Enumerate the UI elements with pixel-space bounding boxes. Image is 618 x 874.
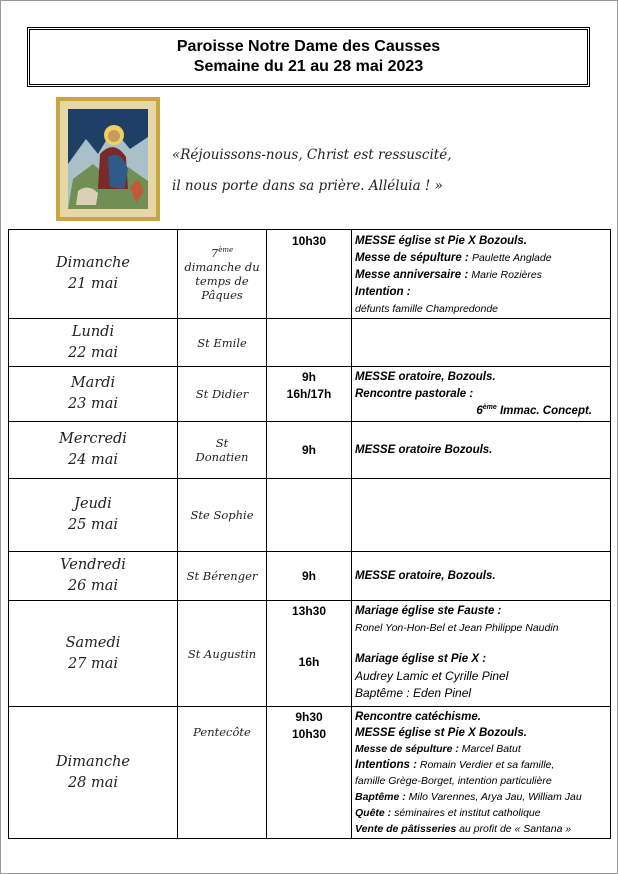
parish-title: Paroisse Notre Dame des Causses (176, 38, 441, 55)
day-name: Dimanche (55, 753, 131, 770)
time-value: 10h30 (291, 727, 327, 741)
event-detail: défunts famille Champredonde (355, 303, 499, 315)
saint-cell (178, 230, 267, 319)
day-name: Lundi (71, 323, 115, 340)
day-cell (9, 601, 178, 707)
event-cell (352, 367, 611, 422)
day-date: 23 mai (67, 396, 119, 412)
event-cell (352, 479, 611, 552)
time-cell (267, 319, 352, 367)
event-detail: au profit de « Santana » (456, 823, 572, 835)
event-mass: MESSE oratoire, Bozouls. (355, 569, 496, 582)
event-cell (352, 422, 611, 479)
event-detail: Marie Rozières (471, 269, 542, 281)
event-wedding: Mariage église st Pie X : (355, 653, 487, 665)
event-meeting: Rencontre pastorale : (355, 388, 474, 400)
day-name: Mercredi (59, 431, 127, 447)
day-date: 24 mai (67, 452, 119, 468)
schedule-row (9, 601, 611, 707)
event-detail: séminaires et institut catholique (391, 807, 541, 819)
event-label: Intentions : (355, 759, 417, 771)
weekly-schedule-table (8, 229, 611, 839)
event-detail: Baptême : Eden Pinel (355, 686, 472, 700)
time-cell (267, 707, 352, 839)
time-cell: 9h (267, 552, 352, 601)
time-cell (267, 479, 352, 552)
day-name: Dimanche (55, 255, 131, 271)
time-value: 10h30 (291, 234, 327, 248)
event-mass: MESSE église st Pie X Bozouls. (355, 235, 527, 247)
event-detail: Romain Verdier et sa famille, (416, 759, 555, 771)
time-value: 9h (301, 370, 316, 384)
event-label: Messe de sépulture : (355, 743, 459, 755)
day-name: Mardi (70, 375, 116, 391)
time-cell: 9h (267, 422, 352, 479)
saint-name: St Donatien (195, 436, 249, 464)
icon-painting (68, 109, 148, 209)
event-label: Intention : (355, 286, 411, 298)
day-cell (9, 422, 178, 479)
event-detail: Ronel Yon-Hon-Bel et Jean Philippe Naudin (355, 622, 559, 634)
schedule-row (9, 319, 611, 367)
event-cell (352, 552, 611, 601)
event-mass: MESSE église st Pie X Bozouls. (355, 727, 527, 739)
schedule-row (9, 422, 611, 479)
day-date: 25 mai (67, 517, 119, 533)
time-cell (267, 230, 352, 319)
time-cell (267, 601, 352, 707)
saint-name: Pentecôte (193, 725, 251, 739)
saint-cell: St Bérenger (178, 552, 267, 601)
event-cell (352, 319, 611, 367)
time-value: 16h/17h (286, 387, 332, 401)
day-date: 27 mai (67, 655, 119, 672)
event-label: Messe de sépulture : (355, 252, 469, 264)
day-date: 28 mai (67, 774, 119, 791)
event-detail: Milo Varennes, Arya Jau, William Jau (405, 791, 582, 803)
saint-cell: St Didier (178, 367, 267, 422)
day-cell (9, 479, 178, 552)
event-detail: famille Grège-Borget, intention particulière (355, 775, 552, 787)
event-cell (352, 707, 611, 839)
event-cell (352, 230, 611, 319)
time-value: 9h30 (295, 710, 323, 724)
schedule-row (9, 367, 611, 422)
event-cell (352, 601, 611, 707)
scripture-quote (172, 140, 452, 202)
event-mass: MESSE oratoire Bozouls. (355, 443, 493, 456)
time-value: 13h30 (291, 604, 327, 618)
header-box (27, 27, 590, 87)
quote-line-2: il nous porte dans sa prière. Alléluia ! » (172, 178, 443, 194)
event-detail: Paulette Anglade (471, 252, 552, 264)
event-label: Vente de pâtisseries (355, 823, 457, 835)
saint-cell: St Augustin (178, 601, 267, 707)
day-name: Vendredi (60, 557, 126, 573)
saint-cell (178, 707, 267, 839)
schedule-row (9, 479, 611, 552)
saint-cell: St Emile (178, 319, 267, 367)
day-date: 26 mai (67, 578, 119, 594)
event-mass: MESSE oratoire, Bozouls. (355, 371, 496, 383)
day-date: 22 mai (67, 344, 119, 361)
day-cell (9, 552, 178, 601)
ordinal-suffix: ème (218, 246, 234, 255)
saint-cell: Ste Sophie (178, 479, 267, 552)
time-value: 16h (298, 655, 320, 669)
schedule-row (9, 552, 611, 601)
week-subtitle: Semaine du 21 au 28 mai 2023 (193, 58, 424, 75)
day-date: 21 mai (67, 276, 119, 292)
event-detail: Audrey Lamic et Cyrille Pinel (355, 669, 509, 683)
event-label: Quête : (355, 807, 392, 819)
event-label: Baptême : (355, 791, 406, 803)
event-label: Messe anniversaire : (355, 269, 469, 281)
day-cell (9, 230, 178, 319)
schedule-row (9, 707, 611, 839)
day-cell (9, 707, 178, 839)
day-cell (9, 319, 178, 367)
liturgical-day: dimanche du temps de Pâques (184, 260, 260, 302)
quote-line-1: «Réjouissons-nous, Christ est ressuscité, (172, 147, 452, 163)
event-catechism: Rencontre catéchisme. (355, 711, 481, 723)
event-wedding: Mariage église ste Fauste : (355, 605, 502, 617)
day-name: Samedi (65, 634, 121, 651)
schedule-row (9, 230, 611, 319)
ordinal-number: 7 (210, 246, 219, 260)
event-detail: Marcel Batut (458, 743, 521, 755)
day-name: Jeudi (74, 496, 112, 512)
time-cell (267, 367, 352, 422)
event-detail: 6ème Immac. Concept. (476, 404, 592, 417)
saint-cell (178, 422, 267, 479)
religious-icon-image (56, 97, 160, 221)
day-cell (9, 367, 178, 422)
